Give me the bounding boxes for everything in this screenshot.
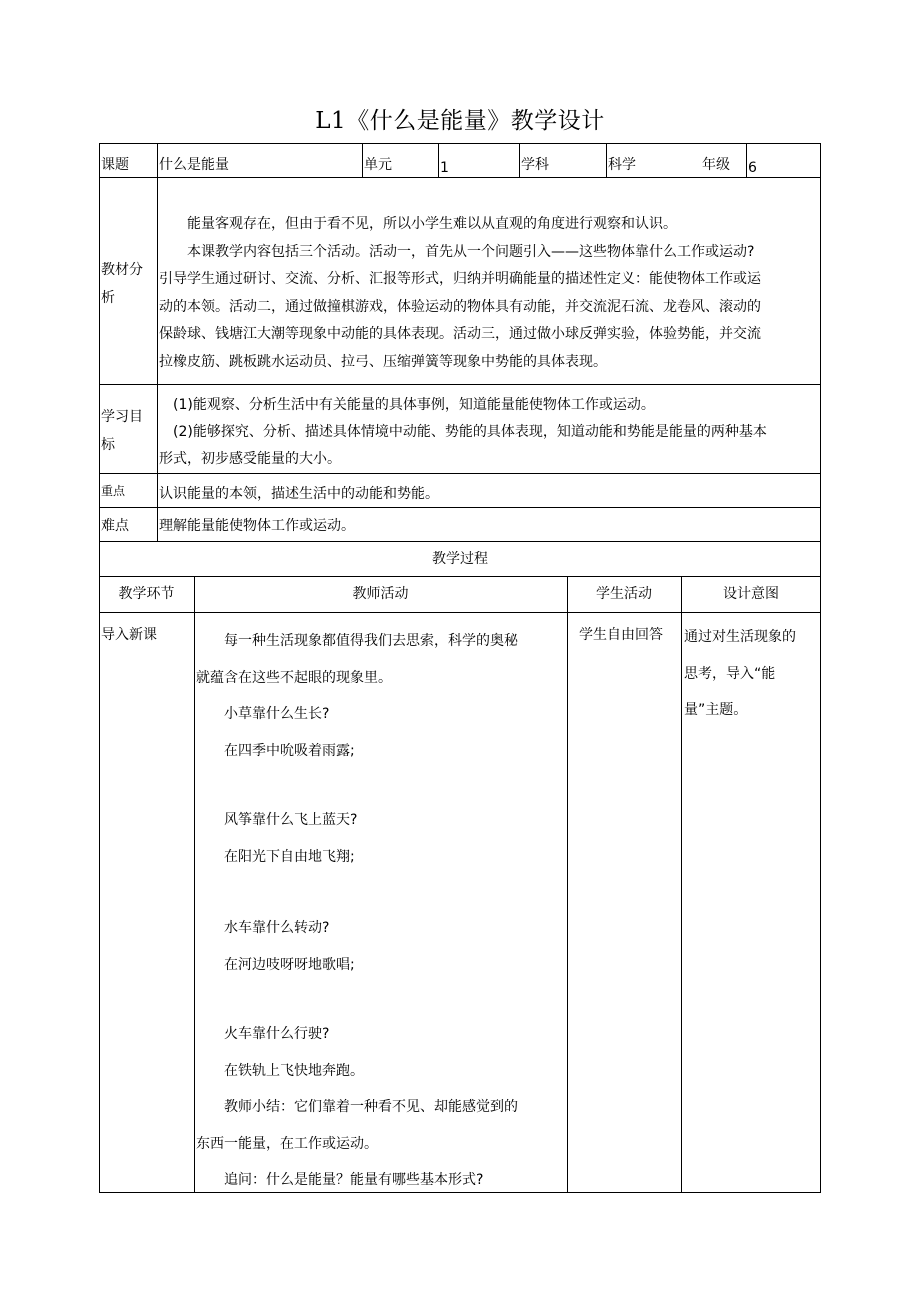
difficulty-label: 难点 — [101, 518, 129, 534]
row-divider — [99, 576, 821, 577]
row-divider — [99, 507, 821, 508]
subject-value: 科学 — [608, 157, 636, 173]
grade-label: 年级 — [702, 157, 730, 173]
design-intent-intro: 通过对生活现象的 思考，导入“能 量”主题。 — [684, 629, 796, 718]
column-divider — [194, 576, 195, 1193]
table-border-top — [99, 143, 821, 144]
key-point-text: 认识能量的本领，描述生活中的动能和势能。 — [159, 486, 439, 502]
teacher-intro-paragraph: 每一种生活现象都值得我们去思索，科学的奥秘 就蕴含在这些不起眼的现象里。 — [196, 633, 518, 686]
column-header-stage: 教学环节 — [118, 586, 175, 602]
row-divider — [99, 177, 821, 178]
column-divider — [606, 143, 607, 178]
unit-label: 单元 — [364, 157, 392, 173]
column-divider — [519, 143, 520, 178]
topic-value: 什么是能量 — [159, 157, 229, 173]
unit-value: 1 — [440, 160, 449, 176]
process-heading: 教学过程 — [432, 551, 488, 567]
objectives-label: 学习目 标 — [101, 409, 143, 453]
teacher-poem-kite: 风筝靠什么飞上蓝天? 在阳光下自由地飞翔; — [223, 812, 358, 865]
column-divider — [438, 143, 439, 178]
column-header-student: 学生活动 — [596, 586, 652, 602]
teacher-poem-train-and-summary: 火车靠什么行驶? 在铁轨上飞快地奔跑。 教师小结：它们靠着一种看不见、却能感觉到的 东西一能量，在工作或运动。 追问：什么是能量？能量有哪些基本形式? — [196, 1026, 518, 1188]
column-divider — [157, 143, 158, 542]
table-border-left — [99, 143, 100, 1193]
row-divider — [99, 541, 821, 542]
analysis-text: 能量客观存在，但由于看不见，所以小学生难以从直观的角度进行观察和认识。 本课教学内容包括三个活动。活动一，首先从一个问题引入——这些物体靠什么工作或运动? 引导学生通过研讨、交流、分析、汇报等形式，归纳并明确能量的描述性定义：能使物体工作或运 动的本领。活动二，通过做撞棋游戏，体验运动的物体具有动能，并交流泥石流、龙卷风、滚动的 保龄球、钱塘江大潮等现象中动能的具体表现。活动三，通过做小球反弹实验，体验势能，并交流 拉橡皮筋、跳板跳水运动员、拉弓、压缩弹簧等现象中势能的具体表现。 — [159, 216, 761, 370]
student-activity-intro: 学生自由回答 — [579, 627, 663, 643]
column-header-intent: 设计意图 — [723, 586, 779, 602]
column-divider — [746, 143, 747, 178]
grade-value: 6 — [748, 160, 757, 176]
row-divider — [99, 473, 821, 474]
row-divider — [99, 612, 821, 613]
analysis-label: 教材分 析 — [101, 262, 143, 306]
column-header-teacher: 教师活动 — [352, 586, 409, 602]
column-divider — [362, 143, 363, 178]
topic-label: 课题 — [101, 157, 129, 173]
difficulty-text: 理解能量能使物体工作或运动。 — [159, 518, 355, 534]
key-point-label: 重点 — [101, 484, 126, 498]
objectives-text: (1)能观察、分析生活中有关能量的具体事例，知道能量能使物体工作或运动。 (2)能够探究、分析、描述具体情境中动能、势能的具体表现，知道动能和势能是能量的两种基本 形式，初步感受能量的大小。 — [159, 397, 767, 467]
table-border-right — [820, 143, 821, 1193]
subject-label: 学科 — [521, 157, 549, 173]
teacher-poem-waterwheel: 水车靠什么转动? 在河边吱呀呀地歌唱; — [223, 920, 355, 973]
document-title: L1《什么是能量》教学设计 — [315, 108, 605, 134]
stage-intro: 导入新课 — [101, 627, 157, 643]
column-divider — [567, 576, 568, 1193]
column-divider — [681, 576, 682, 1193]
teacher-poem-grass: 小草靠什么生长? 在四季中吮吸着雨露; — [223, 706, 355, 759]
row-divider — [99, 384, 821, 385]
